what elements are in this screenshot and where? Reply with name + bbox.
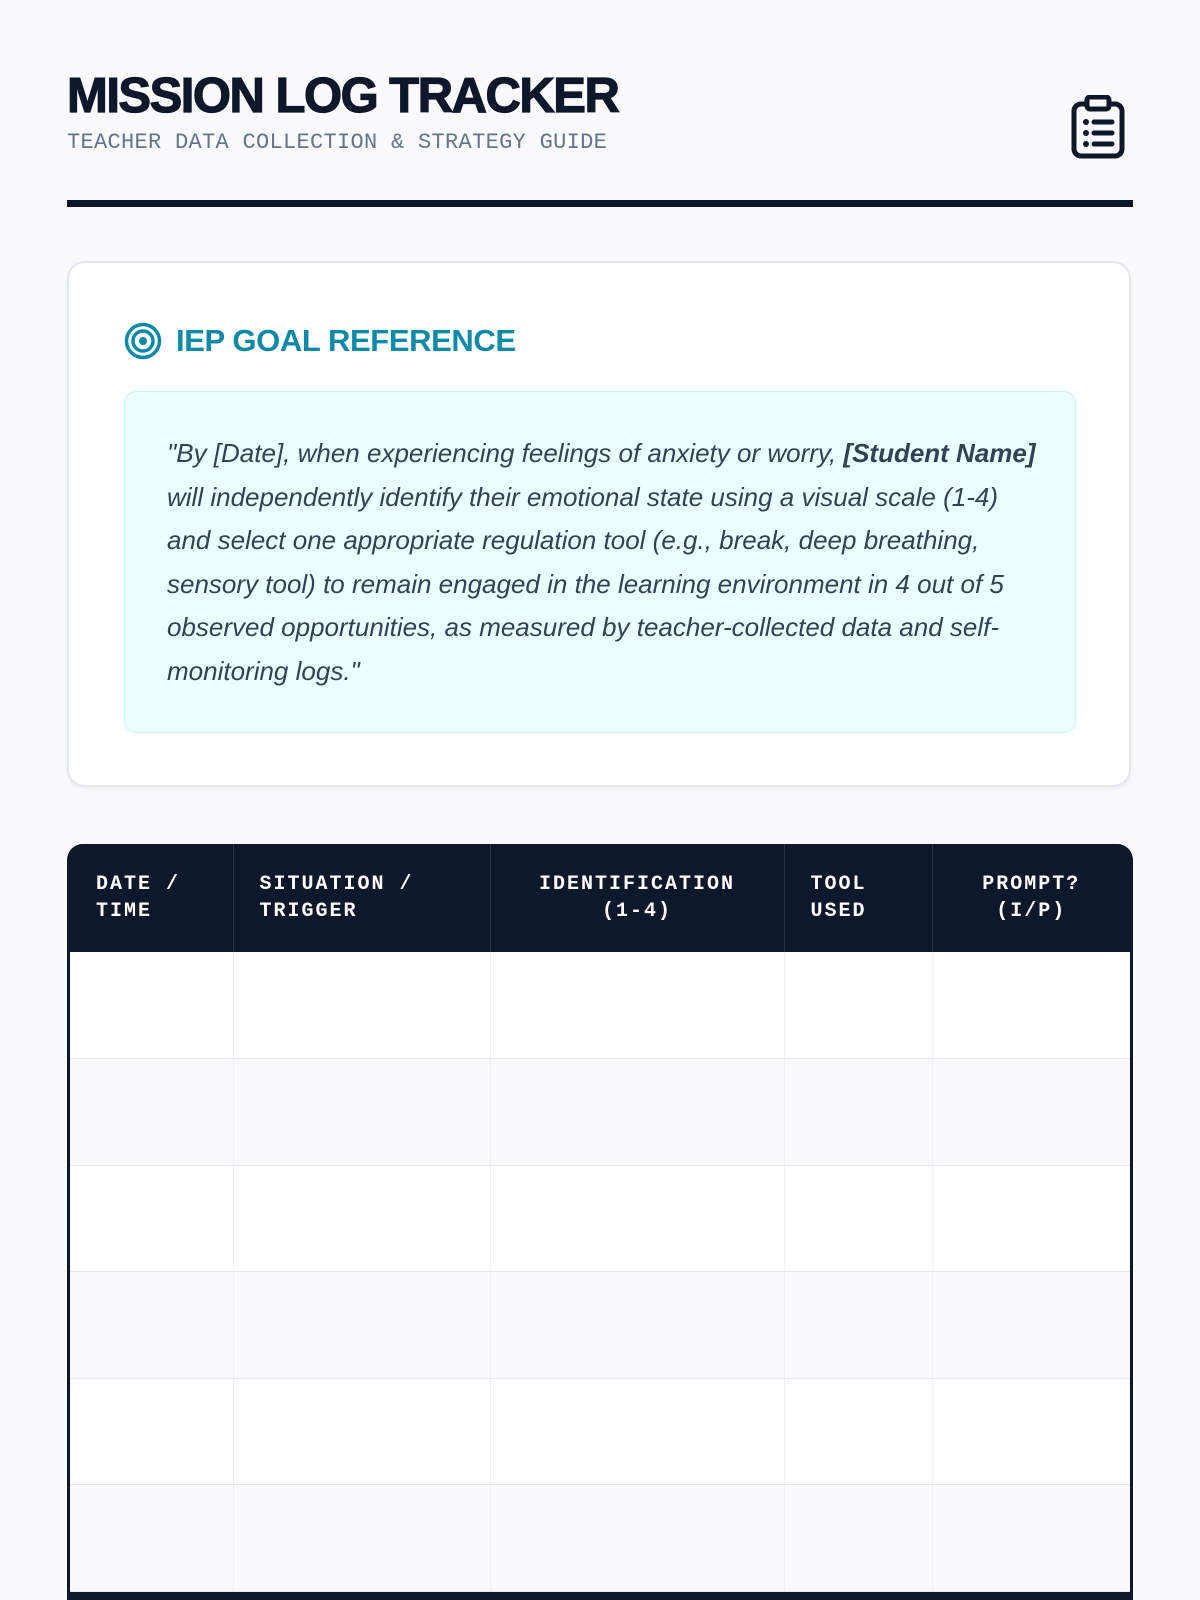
mission-log-table [70,844,1130,1592]
table-cell-prompt[interactable] [932,1378,1130,1485]
column-header-tool-used: TOOL USED [784,844,932,952]
page-header [67,0,1133,208]
mission-log-table-container [67,844,1133,1600]
table-cell-situation-trigger[interactable] [233,1378,490,1485]
table-cell-date-time[interactable] [70,1165,233,1272]
student-name-placeholder[interactable]: [Student Name] [843,438,1036,468]
target-icon [124,322,162,360]
table-row [70,1165,1130,1272]
table-cell-date-time[interactable] [70,1059,233,1166]
table-cell-identification[interactable] [490,1165,784,1272]
table-cell-identification[interactable] [490,952,784,1059]
table-row [70,1485,1130,1592]
table-cell-prompt[interactable] [932,1059,1130,1166]
table-cell-situation-trigger[interactable] [233,952,490,1059]
table-cell-situation-trigger[interactable] [233,1485,490,1592]
table-cell-tool-used[interactable] [784,1059,932,1166]
table-cell-identification[interactable] [490,1378,784,1485]
table-row [70,1272,1130,1379]
column-header-identification: IDENTIFICATION (1-4) [490,844,784,952]
page-subtitle: TEACHER DATA COLLECTION & STRATEGY GUIDE [67,130,608,155]
column-header-situation-trigger: SITUATION / TRIGGER [233,844,490,952]
goal-text-part2: will independently identify their emotional state using a visual scale (1-4) and select one appropriate regulation tool (e.g., break, deep breathing, sensory tool) to remain engaged in the learning environment in 4 out of 5 observed opportunities, as measured by teacher-collected data and self-monitoring logs." [167,481,1004,686]
table-cell-tool-used[interactable] [784,1378,932,1485]
iep-goal-card [67,261,1131,787]
table-row [70,1378,1130,1485]
goal-statement [167,432,1039,693]
table-cell-prompt[interactable] [932,1485,1130,1592]
page-title: MISSION LOG TRACKER [67,69,619,123]
table-cell-prompt[interactable] [932,1165,1130,1272]
table-cell-date-time[interactable] [70,1272,233,1379]
table-cell-date-time[interactable] [70,1378,233,1485]
column-header-date-time: DATE / TIME [70,844,233,952]
table-header-row [70,844,1130,952]
table-cell-date-time[interactable] [70,1485,233,1592]
column-header-prompt: PROMPT? (I/P) [932,844,1130,952]
header-divider [67,200,1133,207]
table-cell-identification[interactable] [490,1272,784,1379]
table-row [70,1059,1130,1166]
page [67,0,1133,923]
table-cell-situation-trigger[interactable] [233,1165,490,1272]
table-cell-identification[interactable] [490,1059,784,1166]
goal-text-part1: "By [Date], when experiencing feelings of anxiety or worry, [167,438,844,468]
goal-statement-box [124,391,1076,733]
table-cell-identification[interactable] [490,1485,784,1592]
table-cell-situation-trigger[interactable] [233,1272,490,1379]
goal-heading [124,322,516,360]
table-cell-date-time[interactable] [70,952,233,1059]
table-row [70,952,1130,1059]
clipboard-list-icon [1071,95,1127,159]
table-cell-prompt[interactable] [932,1272,1130,1379]
table-cell-tool-used[interactable] [784,952,932,1059]
table-cell-tool-used[interactable] [784,1165,932,1272]
table-cell-situation-trigger[interactable] [233,1059,490,1166]
table-cell-tool-used[interactable] [784,1485,932,1592]
table-cell-prompt[interactable] [932,952,1130,1059]
goal-heading-label: IEP GOAL REFERENCE [176,323,516,358]
table-cell-tool-used[interactable] [784,1272,932,1379]
